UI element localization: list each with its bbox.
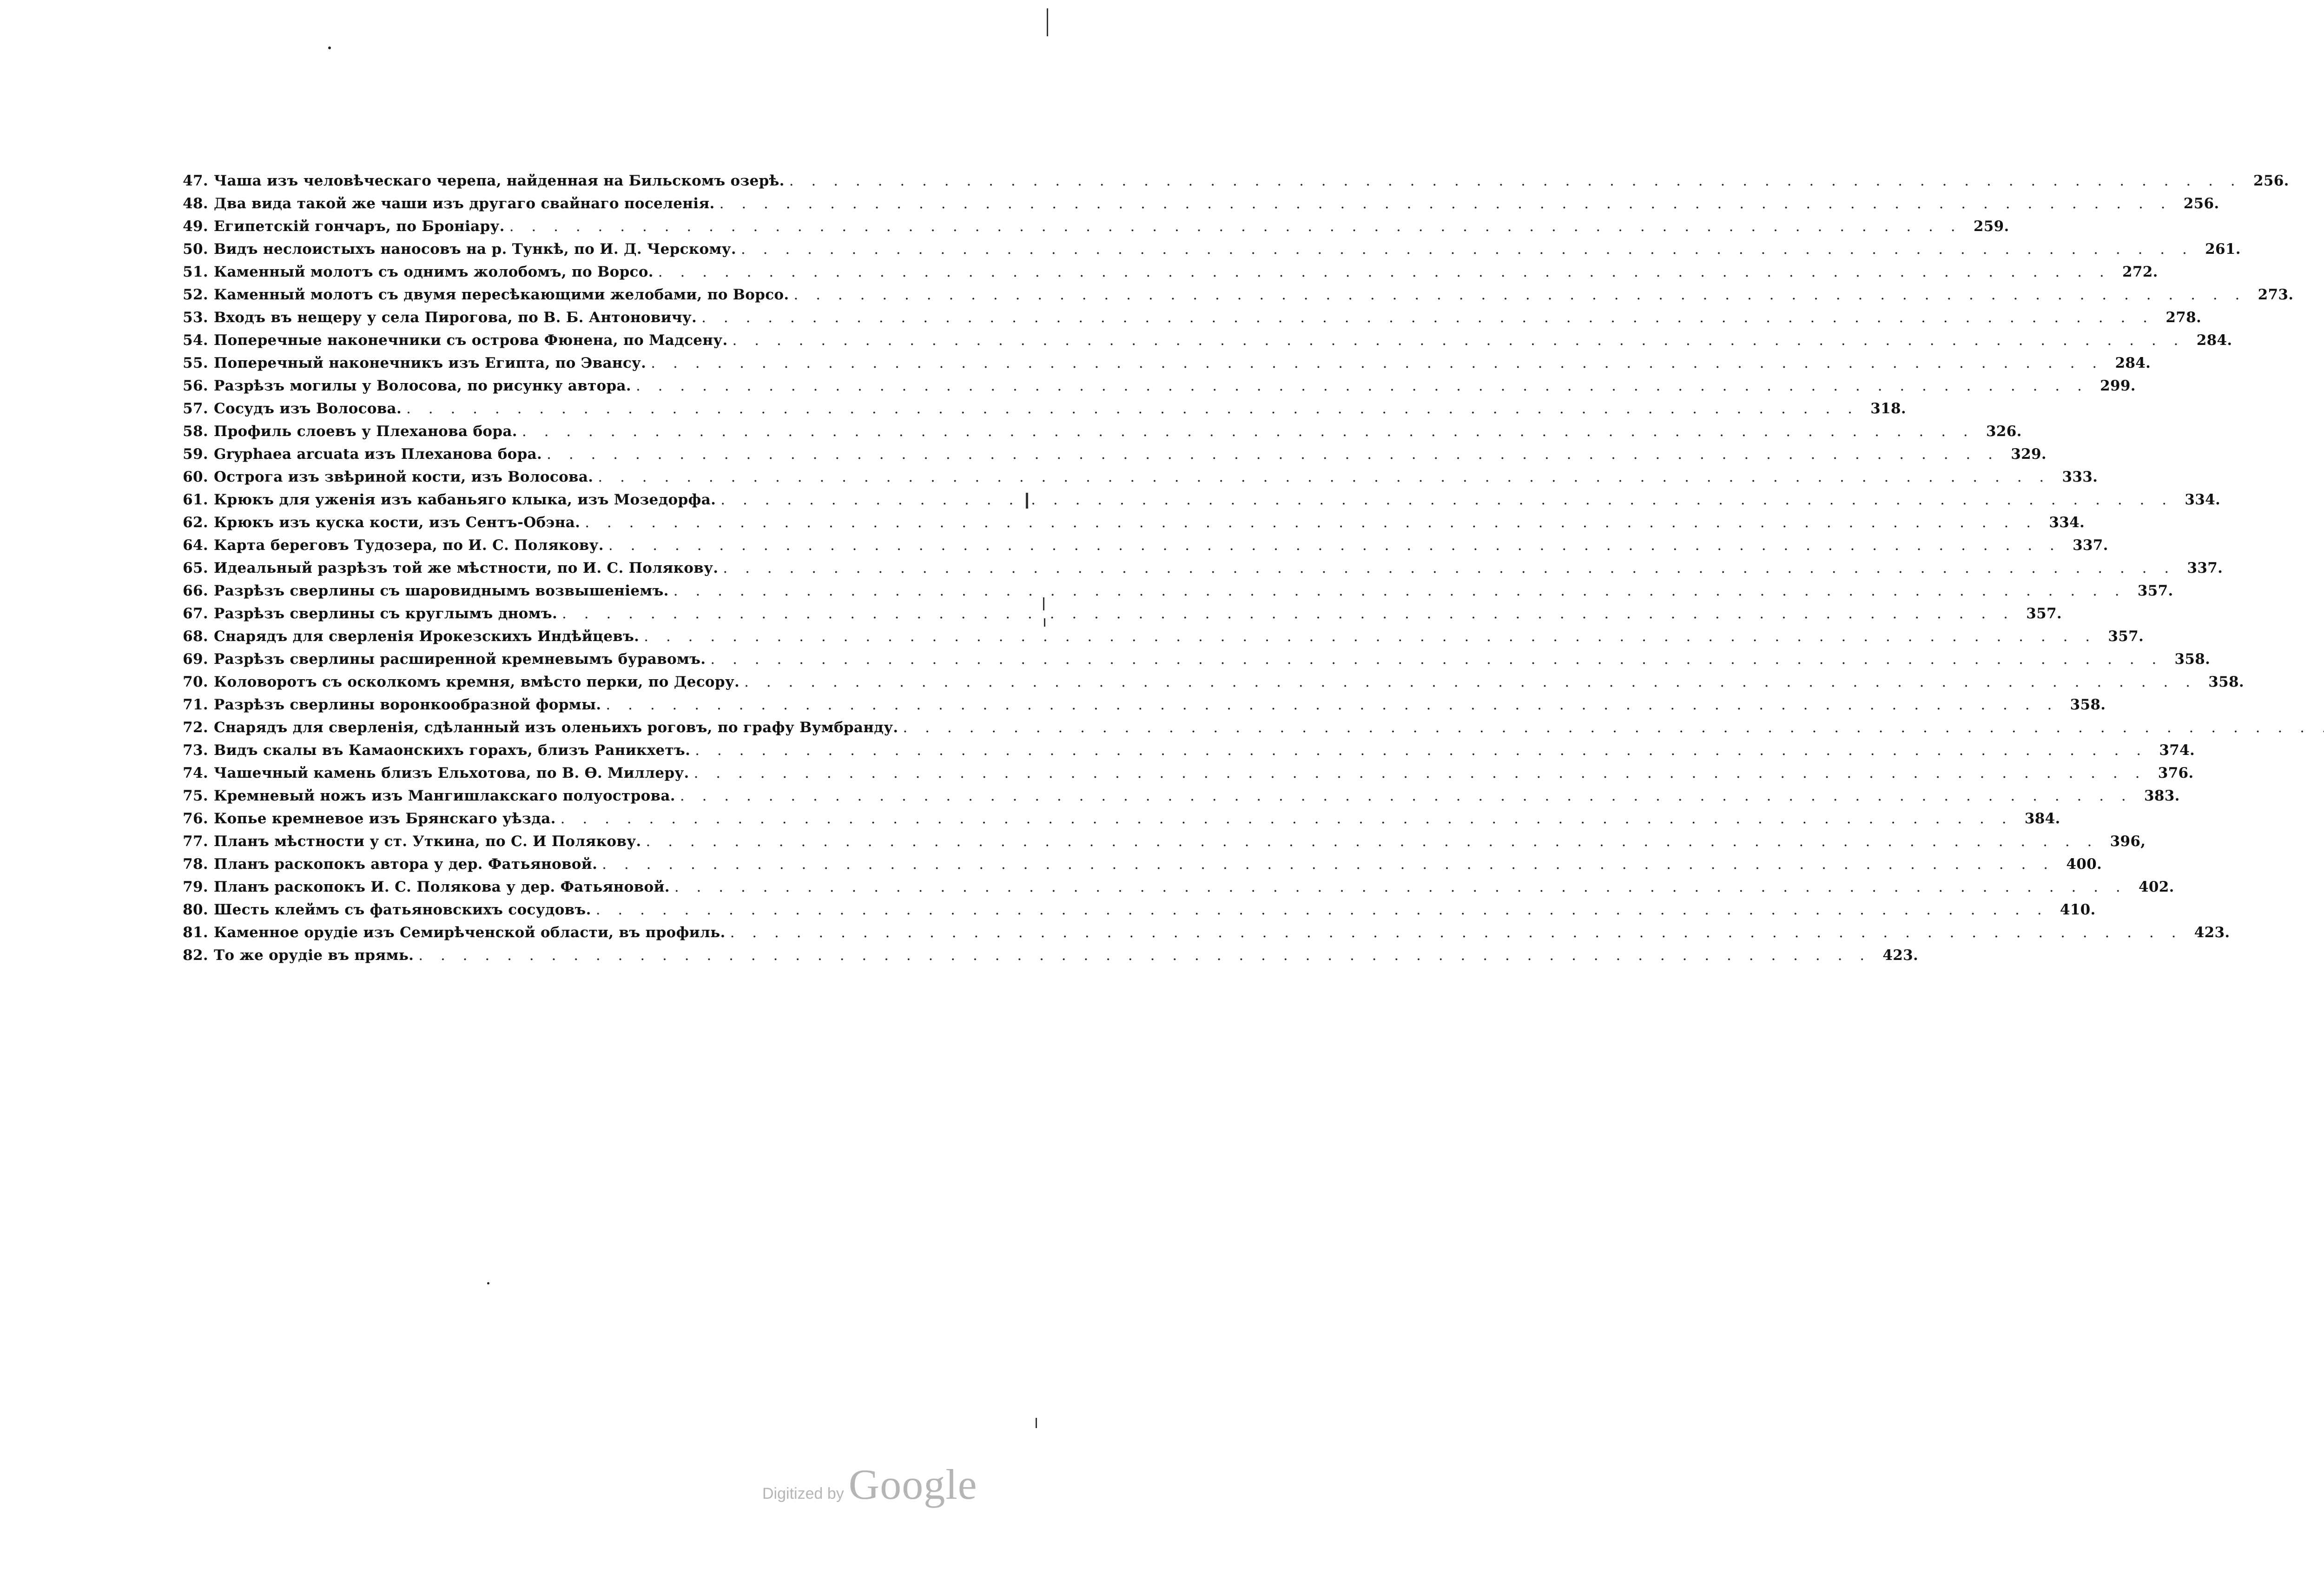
entry-page-number: 334. bbox=[2049, 514, 2085, 531]
toc-entry bbox=[177, 306, 2202, 329]
dot-leader bbox=[644, 625, 2096, 648]
entry-title: Крюкъ для уженія изъ кабаньяго клыка, изъ Мозедорфа. bbox=[214, 491, 716, 508]
entry-page-number: 396, bbox=[2110, 833, 2146, 850]
entry-title: То же орудіе въ прямь. bbox=[214, 947, 414, 964]
ink-speck bbox=[328, 46, 331, 49]
toc-entry bbox=[177, 511, 2085, 534]
toc-entry bbox=[177, 443, 2047, 466]
toc-entry bbox=[177, 170, 2289, 192]
entry-number: 55. bbox=[183, 355, 208, 371]
dot-leader bbox=[680, 785, 2133, 807]
entry-page-number: 357. bbox=[2137, 582, 2173, 599]
entry-page-number: 329. bbox=[2011, 446, 2047, 463]
entry-page-number: 358. bbox=[2070, 696, 2106, 713]
entry-title: Сосудъ изъ Волосова. bbox=[214, 400, 402, 417]
toc-entry bbox=[177, 625, 2144, 648]
entry-number: 69. bbox=[183, 651, 208, 668]
dot-leader bbox=[658, 261, 2111, 284]
entry-number: 81. bbox=[183, 924, 208, 941]
dot-leader bbox=[596, 899, 2048, 921]
entry-number: 65. bbox=[183, 560, 208, 576]
entry-page-number: 337. bbox=[2187, 560, 2223, 576]
entry-number: 61. bbox=[183, 491, 208, 508]
toc-entry bbox=[177, 716, 971, 739]
entry-number: 67. bbox=[183, 605, 208, 622]
entry-page-number: 423. bbox=[2194, 924, 2230, 941]
entry-number: 58. bbox=[183, 423, 208, 440]
entry-page-number: 357. bbox=[2108, 628, 2144, 645]
entry-number: 57. bbox=[183, 400, 208, 417]
toc-entry bbox=[177, 192, 2219, 215]
entry-title: Профиль слоевъ у Плеханова бора. bbox=[214, 423, 517, 440]
entry-number: 59. bbox=[183, 446, 208, 463]
toc-entry bbox=[177, 876, 2174, 899]
entry-title: Копье кремневое изъ Брянскаго уѣзда. bbox=[214, 810, 556, 827]
entry-page-number: 284. bbox=[2196, 332, 2232, 349]
dot-leader bbox=[710, 648, 2163, 671]
toc-entry bbox=[177, 238, 2241, 261]
entry-title: Каменный молотъ съ двумя пересѣкающими желобами, по Ворсо. bbox=[214, 286, 789, 303]
entry-page-number: 256. bbox=[2253, 172, 2289, 189]
digitized-watermark bbox=[762, 1460, 977, 1509]
entry-number: 74. bbox=[183, 765, 208, 781]
entry-title: Чашечный камень близъ Ельхотова, по В. Ѳ. Миллеру. bbox=[214, 765, 689, 781]
toc-entry bbox=[177, 739, 2195, 762]
entry-number: 70. bbox=[183, 674, 208, 690]
entry-page-number: 318. bbox=[1870, 400, 1906, 417]
toc-entry bbox=[177, 580, 2173, 602]
toc-entry bbox=[177, 557, 2223, 580]
entry-page-number: 357. bbox=[2026, 605, 2062, 622]
entry-number: 62. bbox=[183, 514, 208, 531]
entry-page-number: 337. bbox=[2073, 537, 2108, 554]
dot-leader bbox=[562, 602, 2014, 625]
toc-entry bbox=[177, 648, 2211, 671]
entry-page-number: 299. bbox=[2100, 377, 2136, 394]
entry-page-number: 374. bbox=[2159, 742, 2195, 759]
dot-leader bbox=[509, 215, 1962, 238]
dot-leader bbox=[701, 306, 2154, 329]
dot-leader bbox=[723, 557, 2175, 580]
entry-page-number: 272. bbox=[2122, 264, 2158, 280]
entry-page-number: 402. bbox=[2139, 879, 2174, 895]
entry-page-number: 284. bbox=[2115, 355, 2151, 371]
dot-leader bbox=[733, 329, 2185, 352]
table-of-figures bbox=[177, 170, 2294, 967]
toc-entry bbox=[177, 921, 2230, 944]
entry-number: 64. bbox=[183, 537, 208, 554]
entry-title: Египетскій гончаръ, по Броніару. bbox=[214, 218, 505, 235]
dot-leader bbox=[789, 170, 2242, 192]
dot-leader bbox=[720, 192, 2172, 215]
entry-number: 47. bbox=[183, 172, 208, 189]
ink-speck bbox=[487, 1282, 489, 1284]
entry-page-number: 358. bbox=[2208, 674, 2244, 690]
toc-entry bbox=[177, 899, 2096, 921]
edge-mark bbox=[1036, 1418, 1037, 1428]
entry-number: 71. bbox=[183, 696, 208, 713]
entry-title: Крюкъ изъ куска кости, изъ Сентъ-Обэна. bbox=[214, 514, 581, 531]
entry-page-number: 384. bbox=[2024, 810, 2060, 827]
entry-title: Снарядъ для сверленія, сдѣланный изъ оленьихъ роговъ, по графу Вумбранду. bbox=[214, 719, 898, 736]
entry-page-number: 410. bbox=[2060, 901, 2096, 918]
dot-leader bbox=[794, 284, 2246, 306]
entry-page-number: 256. bbox=[2183, 195, 2219, 212]
dot-leader bbox=[585, 511, 2037, 534]
dot-leader bbox=[418, 944, 1871, 967]
entry-number: 79. bbox=[183, 879, 208, 895]
entry-page-number: 259. bbox=[1973, 218, 2009, 235]
dot-leader bbox=[646, 830, 2099, 853]
entry-number: 56. bbox=[183, 377, 208, 394]
entry-number: 80. bbox=[183, 901, 208, 918]
entry-page-number: 400. bbox=[2066, 856, 2102, 873]
entry-title: Разрѣзъ сверлины воронкообразной формы. bbox=[214, 696, 601, 713]
entry-title: Планъ мѣстности у ст. Уткина, по С. И Полякову. bbox=[214, 833, 641, 850]
entry-number: 53. bbox=[183, 309, 208, 326]
entry-title: Каменный молотъ съ однимъ жолобомъ, по Ворсо. bbox=[214, 264, 654, 280]
dot-leader bbox=[406, 397, 1859, 420]
entry-title: Разрѣзъ сверлины съ шаровиднымъ возвышеніемъ. bbox=[214, 582, 669, 599]
entry-title: Чаша изъ человѣческаго черепа, найденная на Бильскомъ озерѣ. bbox=[214, 172, 785, 189]
toc-entry bbox=[177, 352, 2151, 375]
toc-entry bbox=[177, 261, 2158, 284]
entry-title: Планъ раскопокъ автора у дер. Фатьяновой. bbox=[214, 856, 598, 873]
entry-number: 66. bbox=[183, 582, 208, 599]
dot-leader bbox=[522, 420, 1974, 443]
entry-title: Идеальный разрѣзъ той же мѣстности, по И. С. Полякову. bbox=[214, 560, 719, 576]
entry-title: Острога изъ звѣриной кости, изъ Волосова. bbox=[214, 469, 594, 485]
toc-entry bbox=[177, 534, 2108, 557]
dot-leader bbox=[720, 489, 2173, 511]
toc-entry bbox=[177, 489, 2221, 511]
toc-entry bbox=[177, 602, 2062, 625]
entry-title: Разрѣзъ сверлины съ круглымъ дномъ. bbox=[214, 605, 558, 622]
entry-number: 72. bbox=[183, 719, 208, 736]
entry-number: 50. bbox=[183, 241, 208, 258]
dot-leader bbox=[741, 238, 2193, 261]
entry-number: 49. bbox=[183, 218, 208, 235]
entry-title: Поперечный наконечникъ изъ Египта, по Эвансу. bbox=[214, 355, 647, 371]
entry-title: Поперечные наконечники съ острова Фюнена, по Мадсену. bbox=[214, 332, 728, 349]
entry-page-number: 423. bbox=[1882, 947, 1919, 964]
toc-entry bbox=[177, 329, 2232, 352]
dot-leader bbox=[694, 762, 2146, 785]
entry-page-number: 333. bbox=[2062, 469, 2098, 485]
entry-page-number: 326. bbox=[1986, 423, 2022, 440]
toc-entry bbox=[177, 420, 2022, 443]
entry-number: 75. bbox=[183, 788, 208, 804]
dot-leader bbox=[903, 716, 2324, 739]
dot-leader bbox=[651, 352, 2103, 375]
dot-leader bbox=[547, 443, 1999, 466]
entry-title: Входъ въ нещеру у села Пирогова, по В. Б. Антоновичу. bbox=[214, 309, 697, 326]
entry-title: Карта береговъ Тудозера, по И. С. Полякову. bbox=[214, 537, 604, 554]
dot-leader bbox=[608, 534, 2061, 557]
watermark-prefix: Digitized by bbox=[762, 1485, 844, 1502]
entry-number: 68. bbox=[183, 628, 208, 645]
dot-leader bbox=[602, 853, 2054, 876]
toc-entry bbox=[177, 785, 2180, 807]
dot-leader bbox=[673, 580, 2126, 602]
dot-leader bbox=[606, 694, 2058, 716]
entry-number: 77. bbox=[183, 833, 208, 850]
entry-title: Видъ неслоистыхъ наносовъ на р. Тункѣ, по И. Д. Черскому. bbox=[214, 241, 736, 258]
entry-number: 51. bbox=[183, 264, 208, 280]
dot-leader bbox=[598, 466, 2050, 489]
entry-title: Два вида такой же чаши изъ другаго свайнаго поселенія. bbox=[214, 195, 715, 212]
entry-title: Кремневый ножъ изъ Мангишлакскаго полуострова. bbox=[214, 788, 675, 804]
entry-number: 54. bbox=[183, 332, 208, 349]
entry-title: Видъ скалы въ Камаонскихъ горахъ, близъ Раникхетъ. bbox=[214, 742, 691, 759]
entry-page-number: 334. bbox=[2185, 491, 2221, 508]
toc-entry bbox=[177, 375, 2136, 397]
entry-title: Gryphaea arcuata изъ Плеханова бора. bbox=[214, 446, 542, 463]
toc-entry bbox=[177, 215, 2009, 238]
entry-number: 48. bbox=[183, 195, 208, 212]
entry-page-number: 273. bbox=[2258, 286, 2294, 303]
dot-leader bbox=[674, 876, 2127, 899]
entry-number: 60. bbox=[183, 469, 208, 485]
entry-page-number: 278. bbox=[2166, 309, 2202, 326]
entry-title: Снарядъ для сверленія Ирокезскихъ Индѣйцевъ. bbox=[214, 628, 640, 645]
entry-number: 78. bbox=[183, 856, 208, 873]
toc-entry bbox=[177, 694, 2106, 716]
entry-number: 52. bbox=[183, 286, 208, 303]
entry-title: Коловоротъ съ осколкомъ кремня, вмѣсто перки, по Десору. bbox=[214, 674, 740, 690]
toc-entry bbox=[177, 671, 2244, 694]
dot-leader bbox=[561, 807, 2013, 830]
toc-entry bbox=[177, 397, 1906, 420]
dot-leader bbox=[636, 375, 2088, 397]
toc-entry bbox=[177, 762, 2194, 785]
watermark-brand: Google bbox=[848, 1461, 977, 1508]
dot-leader bbox=[730, 921, 2183, 944]
entry-page-number: 383. bbox=[2144, 788, 2180, 804]
entry-number: 73. bbox=[183, 742, 208, 759]
entry-page-number: 358. bbox=[2174, 651, 2211, 668]
entry-title: Разрѣзъ сверлины расширенной кремневымъ буравомъ. bbox=[214, 651, 706, 668]
toc-entry bbox=[177, 830, 2146, 853]
dot-leader bbox=[744, 671, 2197, 694]
toc-entry bbox=[177, 944, 1919, 967]
edge-mark bbox=[1047, 8, 1048, 36]
entry-title: Разрѣзъ могилы у Волосова, по рисунку автора. bbox=[214, 377, 631, 394]
entry-title: Шесть клеймъ съ фатьяновскихъ сосудовъ. bbox=[214, 901, 591, 918]
toc-entry bbox=[177, 853, 2102, 876]
entry-page-number: 261. bbox=[2205, 241, 2241, 258]
toc-entry bbox=[177, 807, 2060, 830]
entry-page-number: 376. bbox=[2158, 765, 2194, 781]
entry-title: Планъ раскопокъ И. С. Полякова у дер. Фатьяновой. bbox=[214, 879, 670, 895]
entry-title: Каменное орудіе изъ Семирѣченской области, въ профиль. bbox=[214, 924, 726, 941]
entry-number: 82. bbox=[183, 947, 208, 964]
toc-entry bbox=[177, 466, 2098, 489]
entry-number: 76. bbox=[183, 810, 208, 827]
dot-leader bbox=[695, 739, 2147, 762]
toc-entry bbox=[177, 284, 2294, 306]
